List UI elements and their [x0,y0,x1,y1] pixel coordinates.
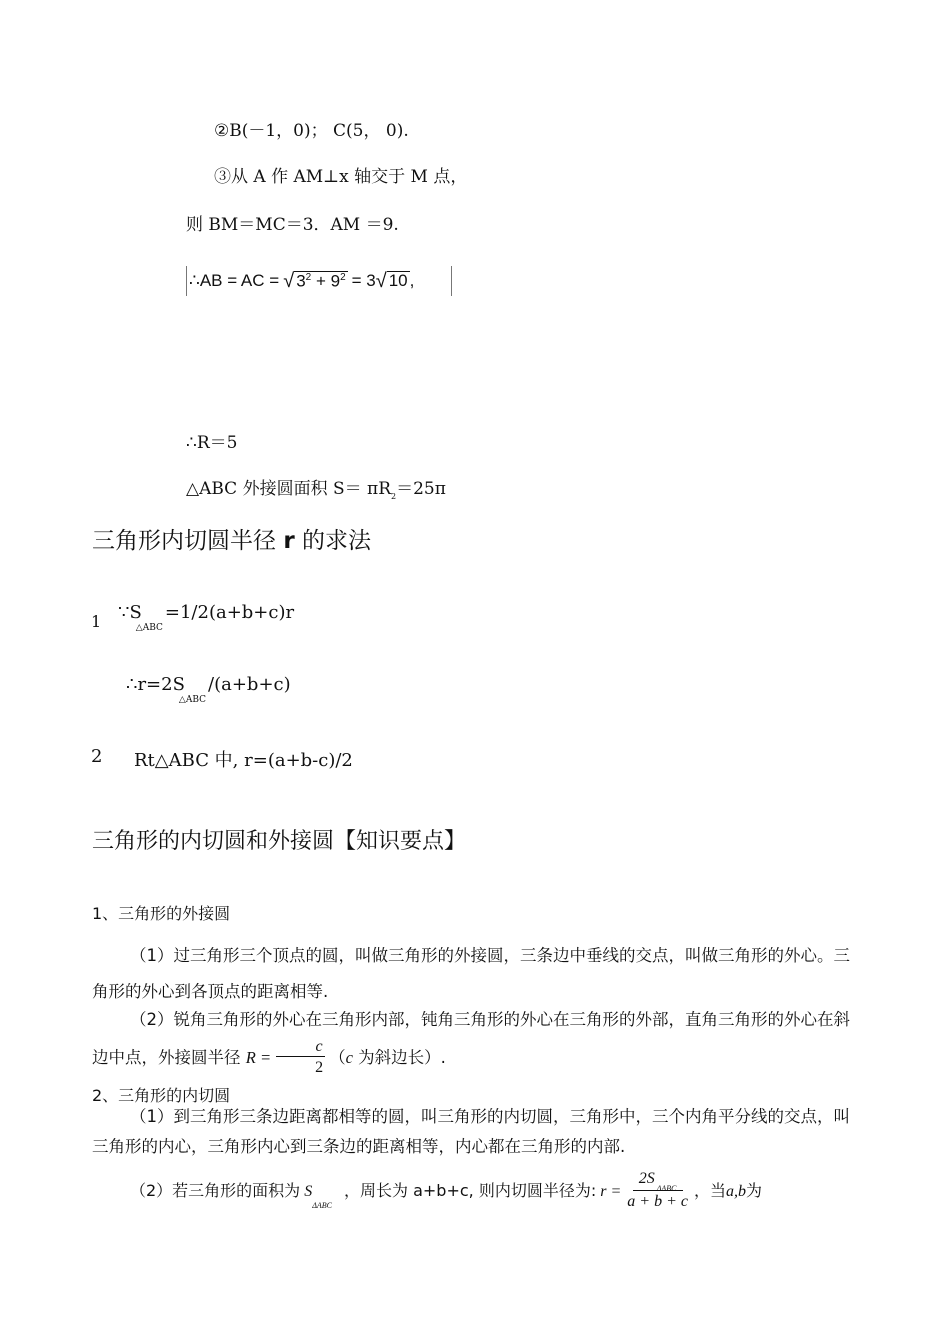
paragraph-incircle-1: （1）到三角形三条边距离都相等的圆，叫三角形的内切圆，三角形中，三个内角平分线的交点，叫三角形的内心，三角形内心到三条边的距离相等，内心都在三角形的内部. [92,1107,850,1156]
item-1-number: 1 [91,612,102,631]
subheading-incircle: 2、三角形的内切圆 [92,1086,231,1105]
section-title-knowledge: 三角形的内切圆和外接圆【知识要点】 [92,829,467,854]
formula-rhs-coef: = 3 [351,271,376,290]
paragraph-circumcircle-2: （2）锐角三角形的外心在三角形内部，钝角三角形的外心在三角形的外部，直角三角形的外心在斜边中点，外接圆半径 R = $\frac{c}{2}$ （c 为斜边长）. [92,1002,862,1079]
item-1-formula: $\because S_{\triangle ABC}=1/2(a+b+c)r$ [118,602,295,633]
paragraph-incircle-2: （2）若三角形的面积为 $S_{\Delta ABC}$，周长为 a+b+c, 则内切圆半径为: r = $\frac{2S_{\Delta ABC}}{a + b + c}$ ，当a,b为 [130,1170,762,1213]
fraction-c-over-2: $\frac{c}{2}$ [275,1038,325,1079]
sqrt-ten: √ 10 [375,270,408,292]
area-line: △ABC 外接圆面积 $S= \pi R_2=25\pi$ [186,479,446,501]
item-2-number: 2 [91,746,103,767]
ab-ac-formula: ∴AB = AC = √ $3^2 + 9^2$ = 3 √ 10 , [186,266,452,296]
bc-points-line: ②B(－1，0)； C(5， 0). [214,121,409,141]
item-2-formula: Rt△ABC 中, r=(a+b-c)/2 [134,750,353,771]
sqrt-sum-of-squares: √ $3^2 + 9^2$ [283,270,346,293]
formula-lhs: ∴AB = AC = [189,271,280,290]
bm-mc-line: 则 BM＝MC＝3．AM ＝9. [186,215,399,235]
fraction-inradius: $\frac{2S_{\Delta ABC}}{a + b + c}$ [627,1170,688,1210]
am-perpendicular-line: ③从 A 作 AM⊥x 轴交于 M 点， [214,167,468,187]
section-title-inradius: 三角形内切圆半径 r 的求法 [92,528,371,554]
item-1b-formula: $\therefore r=2S_{\triangle ABC}/(a+b+c)$ [126,674,291,705]
paragraph-circumcircle-1: （1）过三角形三个顶点的圆，叫做三角形的外接圆，三条边中垂线的交点，叫做三角形的外心。三角形的外心到各顶点的距离相等. [92,946,850,1001]
r-value-line: ∴R＝5 [186,433,238,453]
subheading-circumcircle: 1、三角形的外接圆 [92,904,231,923]
